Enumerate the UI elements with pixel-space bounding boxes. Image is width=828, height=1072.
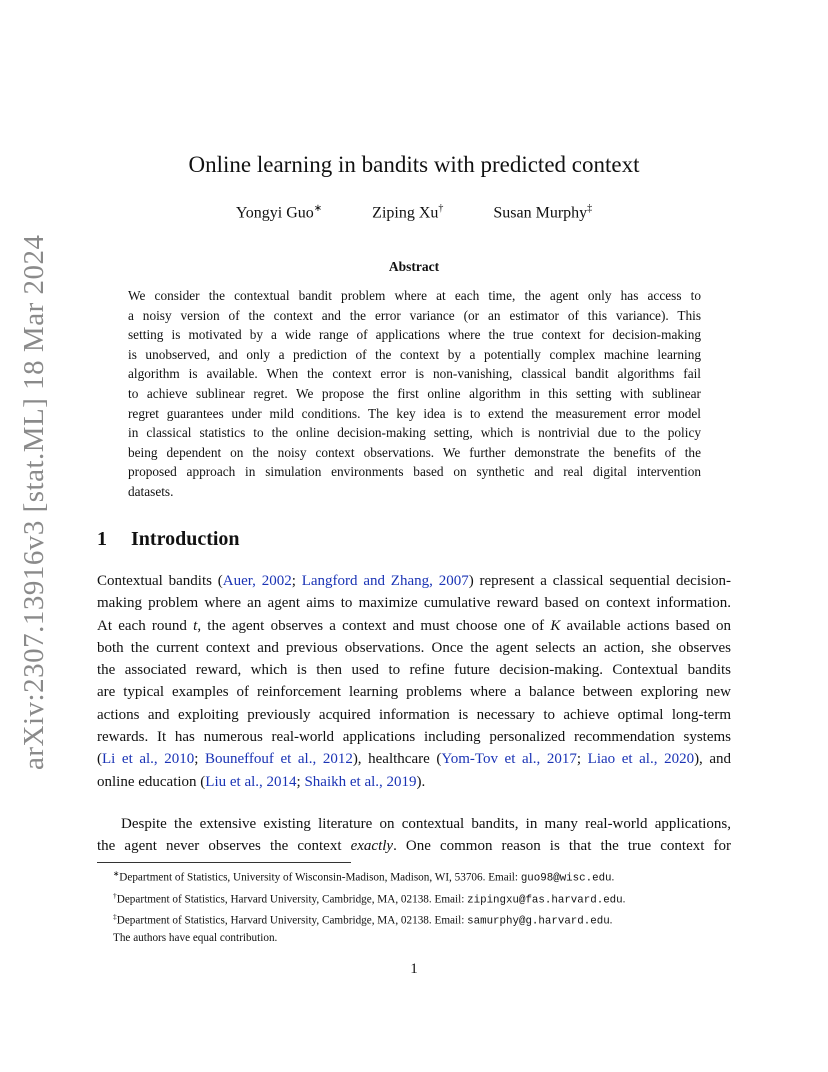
author	[372, 203, 443, 222]
citation-bouneffouf-2012[interactable]: Bouneffouf et al., 2012	[205, 751, 353, 768]
footnotes	[113, 866, 733, 946]
citation-year[interactable]: 2019	[386, 773, 417, 790]
text-run: At each round	[97, 617, 194, 634]
math-variable: K	[550, 617, 561, 634]
paragraph-line: online education (Liu et al., 2014; Shaikh et al., 2019).	[97, 773, 426, 790]
text-run: ), and	[694, 751, 731, 768]
paragraph-line	[97, 615, 731, 637]
email-link[interactable]: zipingxu@fas.harvard.edu	[467, 894, 623, 907]
author-name: Yongyi Guo	[235, 204, 314, 222]
text-run: ;	[291, 573, 302, 589]
citation-yomtov-2017[interactable]: Yom-Tov et al., 2017	[441, 751, 577, 768]
abstract-line: proposed approach in simulation environments based on synthetic and real digital intervention	[128, 464, 701, 480]
paragraph-line: the associated reward, which is then used to refine future decision-making. Contextual bandits	[97, 662, 731, 679]
footnote-divider	[97, 862, 351, 863]
footnote-text: Department of Statistics, University of Wisconsin-Madison, Madison, WI, 53706. Email:	[119, 871, 521, 884]
citation-author[interactable]: Auer	[222, 573, 253, 589]
text-run: .	[622, 893, 626, 906]
citation-liao-2020[interactable]: Liao et al., 2020	[587, 751, 695, 768]
paragraph-line	[97, 570, 731, 592]
paragraph-line: actions and exploiting previously acquired information is necessary to achieve optimal long-term	[97, 706, 731, 723]
author-name: Susan Murphy	[493, 204, 588, 222]
paragraph-line: Despite the extensive existing literature on contextual bandits, in many real-world applications,	[121, 816, 731, 832]
citation-year[interactable]: 2010	[164, 751, 195, 768]
citation-year[interactable]: 2014	[266, 773, 297, 790]
citation-year[interactable]: 2012	[322, 751, 353, 768]
section-number: 1	[97, 528, 107, 550]
citation-author[interactable]: Li et al.	[102, 751, 154, 768]
author-footnote-mark[interactable]: †	[438, 203, 444, 214]
text-run: online education (	[97, 773, 206, 790]
citation-author[interactable]: Bouneffouf et al.	[205, 751, 313, 768]
paragraph-line: (Li et al., 2010; Bouneffouf et al., 2012), healthcare (Yom-Tov et al., 2017; Liao et al., 2020), and	[97, 751, 731, 768]
footnote-affiliation	[113, 866, 733, 888]
text-run: .	[611, 871, 615, 884]
citation-liu-2014[interactable]: Liu et al., 2014	[205, 773, 297, 790]
footnote-mark: ‡	[113, 912, 117, 922]
abstract-line: to achieve sublinear regret. We propose the first online algorithm in this setting with sublinear	[128, 385, 701, 401]
citation-author[interactable]: Liu et al.	[205, 773, 260, 790]
abstract-line: We consider the contextual bandit problem where at each time, the agent only has access to	[128, 288, 701, 303]
paragraph-line: are typical examples of reinforcement learning problems where a balance between exploring new	[97, 684, 731, 701]
citation-year[interactable]: 2020	[664, 751, 695, 768]
introduction-paragraph-1	[97, 570, 731, 793]
citation-shaikh-2019[interactable]: Shaikh et al., 2019	[304, 773, 417, 790]
footnote-mark: ∗	[113, 869, 120, 878]
paragraph-line: making problem where an agent aims to maximize cumulative reward based on context information.	[97, 595, 731, 612]
abstract-line: algorithm is available. When the context error is non-vanishing, classical bandit algorithms fail	[128, 366, 701, 382]
text-run: Contextual bandits (	[97, 573, 223, 589]
footnote-text: Department of Statistics, Harvard University, Cambridge, MA, 02138. Email:	[116, 914, 468, 927]
footnote-affiliation	[113, 909, 733, 931]
footnote-mark: †	[113, 890, 117, 900]
abstract-line: being dependent on the noisy context observations. We further demonstrate the benefits of the	[128, 444, 701, 460]
text-run: available actions based on	[560, 617, 731, 634]
text-run: ), healthcare (	[352, 751, 442, 768]
abstract-heading: Abstract	[388, 259, 440, 274]
author	[236, 203, 322, 222]
citation-author[interactable]: Langford and Zhang	[301, 573, 430, 589]
email-link[interactable]: samurphy@g.harvard.edu	[467, 915, 610, 928]
citation-year[interactable]: 2007	[438, 573, 469, 589]
text-run: .	[609, 914, 613, 927]
introduction-paragraph-2	[97, 813, 731, 858]
abstract-line: a noisy version of the context and the error variance (or an estimator of this variance). This	[128, 307, 701, 323]
math-variable: t	[193, 617, 198, 634]
author-list	[0, 203, 828, 222]
abstract-line: is unobserved, and only a prediction of the context by a potentially complex machine learning	[128, 346, 701, 362]
text-run: (	[97, 751, 102, 768]
author-footnote-mark[interactable]: ‡	[587, 203, 593, 214]
footnote-text: Department of Statistics, Harvard University, Cambridge, MA, 02138. Email:	[116, 893, 468, 906]
abstract-line: datasets.	[128, 483, 174, 499]
citation-author[interactable]: Yom-Tov et al.	[441, 751, 537, 768]
footnote-equal-contribution: The authors have equal contribution.	[113, 931, 278, 944]
citation-author[interactable]: Liao et al.	[587, 751, 654, 768]
citation-year[interactable]: 2017	[546, 751, 577, 768]
citation-year[interactable]: 2002	[261, 573, 292, 589]
paragraph-line	[97, 835, 731, 857]
page-number: 1	[410, 961, 418, 977]
author	[493, 203, 592, 222]
citation-auer-2002[interactable]: Auer, 2002	[222, 573, 292, 589]
paragraph-line: rewards. It has numerous real-world applications including personalized recommendation systems	[97, 729, 731, 746]
text-run: ).	[416, 773, 426, 790]
text-run: . One common reason is that the true context for	[393, 838, 731, 855]
arxiv-identifier-stamp: arXiv:2307.13916v3 [stat.ML] 18 Mar 2024	[18, 234, 50, 770]
abstract-line: setting is motivated by a wide range of applications where the true context for decision-making	[128, 327, 701, 343]
paper-title: Online learning in bandits with predicted context	[188, 152, 640, 177]
abstract-line: regret guarantees under mild conditions. The key idea is to extend the measurement error model	[128, 405, 701, 421]
citation-langford-zhang-2007[interactable]: Langford and Zhang, 2007	[301, 573, 469, 589]
citation-li-2010[interactable]: Li et al., 2010	[102, 751, 195, 768]
emphasis: exactly	[350, 838, 394, 855]
text-run: the agent never observes the context	[97, 838, 351, 855]
text-run: , the agent observes a context and must choose one of	[197, 617, 551, 634]
section-heading-introduction	[97, 528, 240, 551]
text-run: ) represent a classical sequential decision-	[468, 573, 731, 589]
section-title: Introduction	[131, 528, 240, 550]
paragraph-line: both the current context and previous observations. Once the agent selects an action, she observes	[97, 639, 731, 656]
abstract-body	[128, 286, 701, 502]
author-footnote-mark[interactable]: ∗	[313, 203, 323, 214]
citation-author[interactable]: Shaikh et al.	[304, 773, 380, 790]
footnote-affiliation	[113, 888, 733, 910]
author-name: Ziping Xu	[372, 204, 439, 222]
abstract-line: in classical statistics to the online decision-making setting, which is nontrivial due to the policy	[128, 425, 701, 441]
email-link[interactable]: guo98@wisc.edu	[520, 872, 612, 885]
